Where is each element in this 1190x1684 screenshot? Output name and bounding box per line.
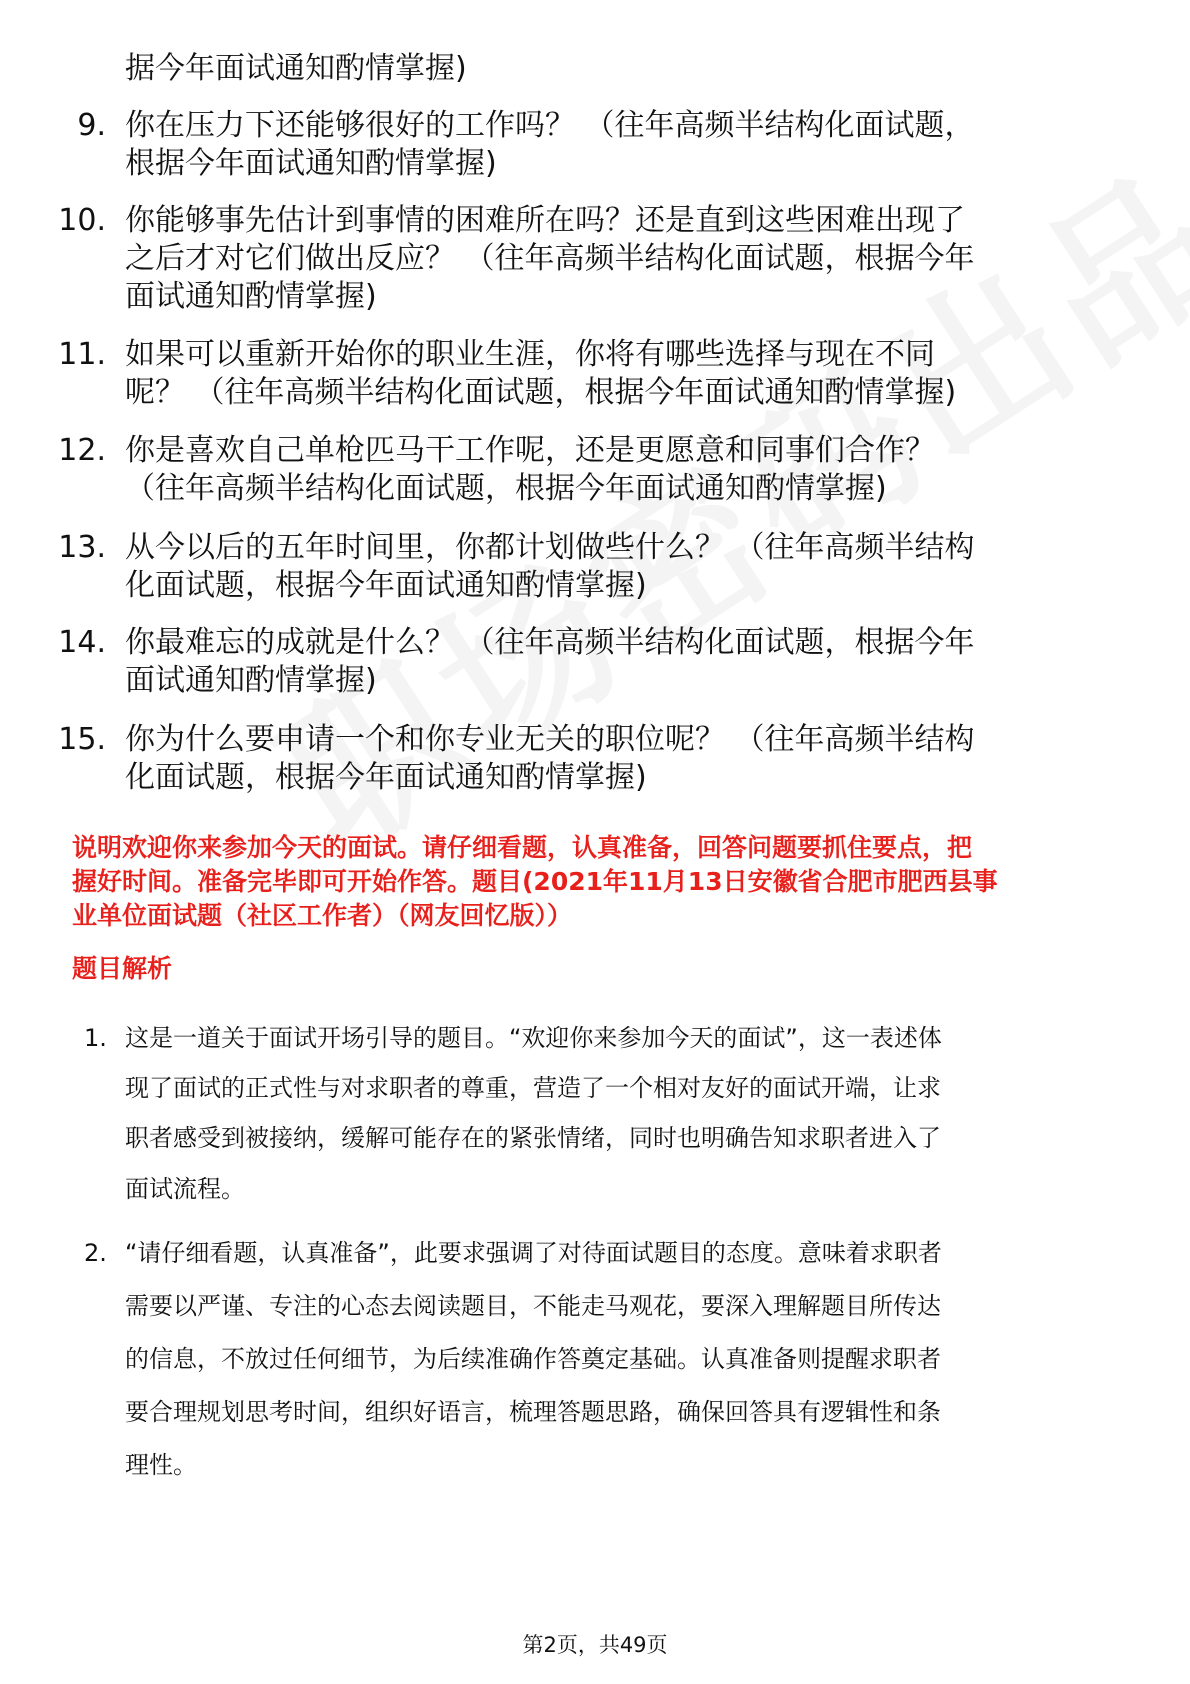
- question-text-line: 据今年面试通知酌情掌握): [125, 51, 467, 86]
- analysis-text-line: 面试流程。: [125, 1175, 245, 1203]
- note-line: 握好时间。准备完毕即可开始作答。题目(2021年11月13日安徽省合肥市肥西县事: [72, 867, 998, 896]
- analysis-text-line: 职者感受到被接纳，缓解可能存在的紧张情绪，同时也明确告知求职者进入了: [125, 1124, 941, 1152]
- question-number: 15.: [58, 722, 106, 757]
- analysis-text-line: 需要以严谨、专注的心态去阅读题目，不能走马观花，要深入理解题目所传达: [125, 1292, 941, 1320]
- question-text-line: 你是喜欢自己单枪匹马干工作呢，还是更愿意和同事们合作？: [125, 433, 935, 468]
- question-text-line: 化面试题，根据今年面试通知酌情掌握): [125, 568, 647, 603]
- question-number: 12.: [58, 433, 106, 468]
- analysis-text-line: 现了面试的正式性与对求职者的尊重，营造了一个相对友好的面试开端，让求: [125, 1074, 941, 1102]
- analysis-number: 1.: [84, 1024, 107, 1052]
- question-text-line: 面试通知酌情掌握): [125, 663, 377, 698]
- analysis-text-line: 要合理规划思考时间，组织好语言，梳理答题思路，确保回答具有逻辑性和条: [125, 1398, 941, 1426]
- analysis-text-line: “请仔细看题，认真准备”，此要求强调了对待面试题目的态度。意味着求职者: [125, 1239, 942, 1267]
- analysis-heading: 题目解析: [72, 954, 173, 983]
- question-number: 13.: [58, 530, 106, 565]
- question-text-line: 从今以后的五年时间里，你都计划做些什么？ （往年高频半结构: [125, 530, 975, 565]
- question-number: 9.: [77, 108, 106, 143]
- analysis-number: 2.: [84, 1239, 107, 1267]
- analysis-text-line: 这是一道关于面试开场引导的题目。“欢迎你来参加今天的面试”，这一表述体: [125, 1024, 942, 1052]
- analysis-text-line: 的信息，不放过任何细节，为后续准确作答奠定基础。认真准备则提醒求职者: [125, 1345, 941, 1373]
- question-text-line: 你为什么要申请一个和你专业无关的职位呢？ （往年高频半结构: [125, 722, 975, 757]
- question-text-line: 你在压力下还能够很好的工作吗？ （往年高频半结构化面试题，: [125, 108, 975, 143]
- question-text-line: 根据今年面试通知酌情掌握): [125, 146, 497, 181]
- question-text-line: 呢？ （往年高频半结构化面试题，根据今年面试通知酌情掌握): [125, 375, 957, 410]
- question-number: 10.: [58, 203, 106, 238]
- question-text-line: 化面试题，根据今年面试通知酌情掌握): [125, 760, 647, 795]
- question-text-line: 面试通知酌情掌握): [125, 279, 377, 314]
- note-line: 说明欢迎你来参加今天的面试。请仔细看题，认真准备，回答问题要抓住要点，把: [72, 833, 973, 862]
- question-text-line: 你最难忘的成就是什么？ （往年高频半结构化面试题，根据今年: [125, 625, 975, 660]
- question-text-line: （往年高频半结构化面试题，根据今年面试通知酌情掌握): [125, 471, 887, 506]
- page-footer: 第2页，共49页: [522, 1633, 668, 1657]
- question-text-line: 你能够事先估计到事情的困难所在吗？还是直到这些困难出现了: [125, 203, 965, 238]
- question-text-line: 之后才对它们做出反应？ （往年高频半结构化面试题，根据今年: [125, 241, 975, 276]
- note-line: 业单位面试题（社区工作者）（网友回忆版））: [72, 901, 573, 930]
- analysis-text-line: 理性。: [125, 1451, 197, 1479]
- question-text-line: 如果可以重新开始你的职业生涯，你将有哪些选择与现在不同: [125, 337, 935, 372]
- question-number: 11.: [58, 337, 106, 372]
- question-number: 14.: [58, 625, 106, 660]
